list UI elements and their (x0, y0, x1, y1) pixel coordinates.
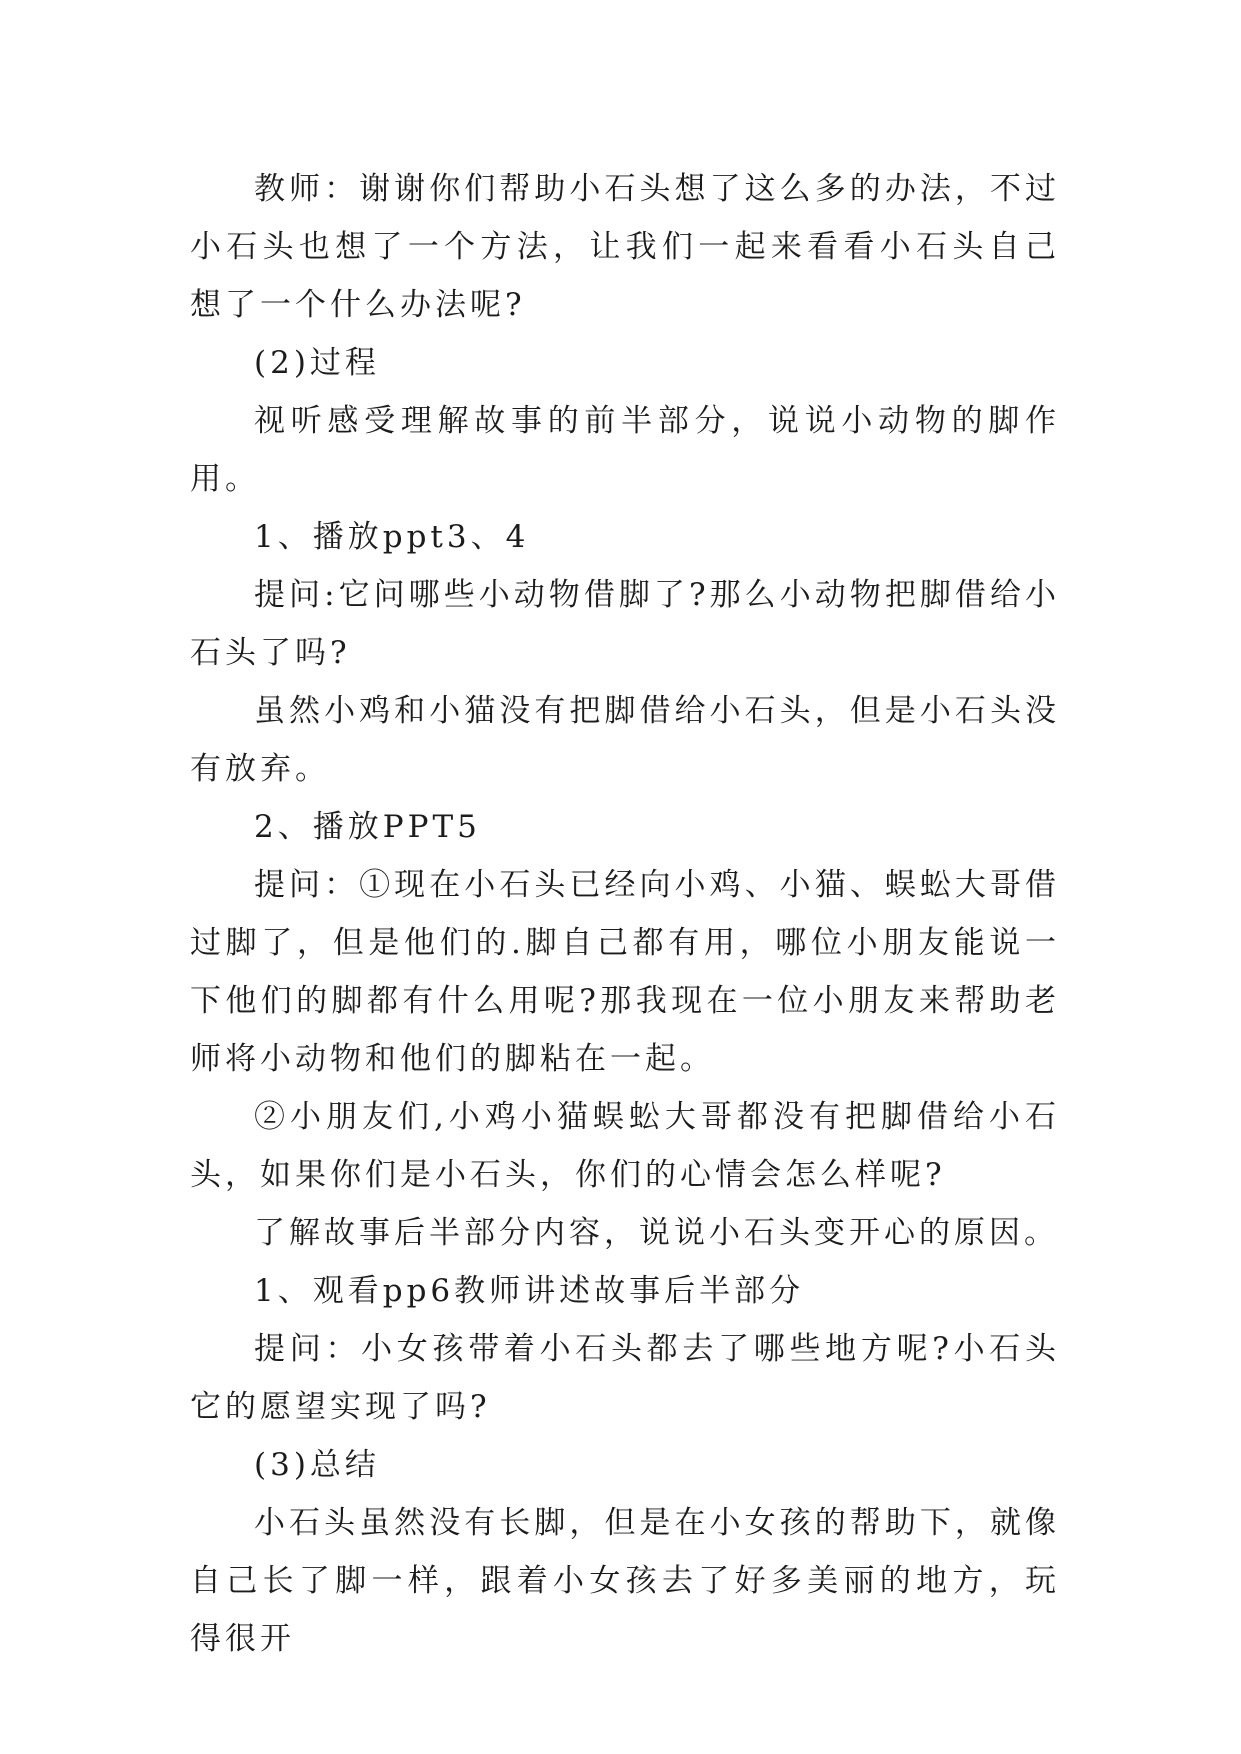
paragraph-question-2a: 提问：①现在小石头已经向小鸡、小猫、蜈蚣大哥借过脚了，但是他们的.脚自己都有用，哪位小朋友能说一下他们的脚都有什么用呢?那我现在一位小朋友来帮助老师将小动物和他们的脚粘在一起。 (190, 867, 1060, 1077)
paragraph-first-half-goal: 视听感受理解故事的前半部分，说说小动物的脚作用。 (190, 403, 1060, 497)
paragraph-step-1: 1、播放ppt3、4 (254, 519, 530, 555)
paragraph-not-give-up: 虽然小鸡和小猫没有把脚借给小石头，但是小石头没有放弃。 (190, 693, 1060, 787)
paragraph-step-2: 2、播放PPT5 (254, 809, 481, 845)
paragraph-summary-heading: (3)总结 (254, 1447, 380, 1483)
document-body (190, 160, 1060, 1668)
paragraph-teacher-intro: 教师：谢谢你们帮助小石头想了这么多的办法，不过小石头也想了一个方法，让我们一起来看看小石头自己想了一个什么办法呢? (190, 171, 1060, 323)
paragraph-process-heading: (2)过程 (254, 345, 380, 381)
paragraph-question-3: 提问：小女孩带着小石头都去了哪些地方呢?小石头它的愿望实现了吗? (190, 1331, 1060, 1425)
paragraph-second-half-goal: 了解故事后半部分内容，说说小石头变开心的原因。 (254, 1215, 1059, 1251)
paragraph-question-1: 提问:它问哪些小动物借脚了?那么小动物把脚借给小石头了吗? (190, 577, 1060, 671)
paragraph-question-2b: ②小朋友们,小鸡小猫蜈蚣大哥都没有把脚借给小石头，如果你们是小石头，你们的心情会怎么样呢? (190, 1099, 1060, 1193)
paragraph-step-watch: 1、观看pp6教师讲述故事后半部分 (254, 1273, 805, 1309)
paragraph-summary-text: 小石头虽然没有长脚，但是在小女孩的帮助下，就像自己长了脚一样，跟着小女孩去了好多美丽的地方，玩得很开 (190, 1505, 1060, 1657)
